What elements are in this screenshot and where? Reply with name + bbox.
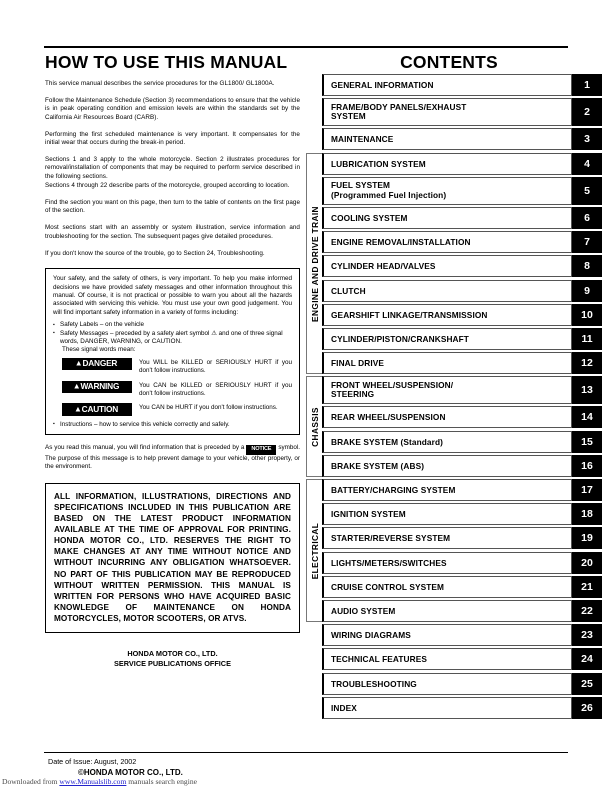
notice-badge: NOTICE xyxy=(246,445,276,455)
contents-table xyxy=(306,74,602,721)
contents-row-title xyxy=(322,431,572,453)
contents-row-title-lines xyxy=(331,181,446,200)
contents-section-number: 24 xyxy=(572,648,602,670)
contents-row[interactable] xyxy=(306,352,602,374)
contents-section-number: 8 xyxy=(572,255,602,277)
contents-row-title xyxy=(322,304,572,326)
contents-section-number: 10 xyxy=(572,304,602,326)
contents-group-label: ELECTRICAL xyxy=(309,522,320,579)
contents-section-number: 6 xyxy=(572,207,602,229)
contents-row-title xyxy=(322,673,572,695)
legal-disclaimer-box xyxy=(45,483,300,633)
safety-bullet-messages: ▪ Safety Messages – preceded by a safety alert symbol ⚠ and one of three signal words, DANGER, WARNING, or CAUTION. xyxy=(53,330,292,347)
contents-row-title xyxy=(322,697,572,719)
contents-row-title-line1: INDEX xyxy=(331,702,357,713)
contents-row[interactable] xyxy=(306,527,602,549)
warning-badge-label: WARNING xyxy=(80,381,120,392)
safety-intro-text: Your safety, and the safety of others, is very important. To help you make informed decisions we have provided safety messages and other information throughout this manual. Of course, it is not practical or possible to warn you about all the hazards associated with servicing this vehicle. You must use your own good judgement. You will find important safety information in a variety of forms including: xyxy=(53,275,292,316)
contents-row[interactable] xyxy=(306,697,602,719)
contents-row-title-line1: LIGHTS/METERS/SWITCHES xyxy=(331,557,447,568)
contents-row[interactable] xyxy=(306,648,602,670)
contents-section-number: 7 xyxy=(572,231,602,253)
contents-section-number: 1 xyxy=(572,74,602,96)
publisher-company: HONDA MOTOR CO., LTD. xyxy=(127,648,218,658)
header-rule xyxy=(44,46,568,48)
contents-group-bracket xyxy=(306,479,322,622)
warning-badge xyxy=(62,381,132,393)
contents-row[interactable] xyxy=(306,328,602,350)
contents-section-number: 9 xyxy=(572,280,602,302)
contents-section-number: 18 xyxy=(572,503,602,525)
signal-row-danger xyxy=(62,358,292,376)
publisher-signoff xyxy=(45,649,300,668)
contents-row-title-line1: GENERAL INFORMATION xyxy=(331,80,434,90)
contents-row-title xyxy=(322,527,572,549)
contents-row[interactable] xyxy=(306,455,602,477)
contents-section-number: 4 xyxy=(572,153,602,175)
intro-paragraph-3: Performing the first scheduled maintenance is very important. It compensates for the initial wear that occurs during the break-in period. xyxy=(45,130,300,147)
intro-paragraph-8: If you don't know the source of the trouble, go to Section 24, Troubleshooting. xyxy=(45,249,265,257)
intro-paragraph-5: Sections 4 through 22 describe parts of the motorcycle, grouped according to location. xyxy=(45,182,290,190)
copyright-notice: ©HONDA MOTOR CO., LTD. xyxy=(78,768,183,777)
intro-paragraph-6: Find the section you want on this page, then turn to the table of contents on the first page of the section. xyxy=(45,199,300,215)
intro-paragraph-4: Sections 1 and 3 apply to the whole motorcycle. Section 2 illustrates procedures for removal/installation of components that may be required to perform service described in the following sections. xyxy=(45,155,300,180)
contents-row-title xyxy=(322,576,572,598)
contents-row[interactable] xyxy=(306,98,602,126)
contents-group-spacer xyxy=(306,673,322,695)
contents-row[interactable] xyxy=(306,503,602,525)
contents-row-title-line1: FUEL SYSTEM xyxy=(331,180,391,191)
watermark-suffix: manuals search engine xyxy=(126,777,198,786)
contents-row-title xyxy=(322,153,572,175)
safety-bullet-list xyxy=(53,321,292,346)
contents-section-number: 23 xyxy=(572,624,602,646)
caution-description: You CAN be HURT if you don't follow instructions. xyxy=(139,404,278,412)
contents-row-title-lines xyxy=(331,381,453,400)
safety-information-box xyxy=(45,268,300,435)
contents-row-title xyxy=(322,376,572,404)
contents-row[interactable] xyxy=(306,576,602,598)
contents-section-number: 25 xyxy=(572,673,602,695)
safety-bullet-list-2 xyxy=(53,421,292,429)
contents-row-title-line1: CYLINDER HEAD/VALVES xyxy=(331,261,436,272)
contents-row-title-line1: IGNITION SYSTEM xyxy=(331,509,406,520)
contents-row-title xyxy=(322,255,572,277)
contents-section-number: 2 xyxy=(572,98,602,126)
contents-group-spacer xyxy=(306,697,322,719)
intro-paragraph-1: This service manual describes the service procedures for the GL1800/ GL1800A. xyxy=(45,80,275,87)
contents-row-title xyxy=(322,552,572,574)
contents-row-title xyxy=(322,352,572,374)
alert-triangle-icon: ▲ xyxy=(73,404,82,414)
warning-description: You CAN be KILLED or SERIOUSLY HURT if you don't follow instructions. xyxy=(139,381,292,397)
contents-row-title xyxy=(322,455,572,477)
contents-group-bracket xyxy=(306,376,322,477)
contents-row-title-line2: STEERING xyxy=(331,389,375,400)
contents-row-title xyxy=(322,280,572,302)
contents-row[interactable] xyxy=(306,479,602,501)
contents-row-title-line2: (Programmed Fuel Injection) xyxy=(331,189,447,200)
contents-row-title xyxy=(322,128,572,150)
contents-row[interactable] xyxy=(306,177,602,205)
contents-row-title xyxy=(322,648,572,670)
contents-group-label: ENGINE AND DRIVE TRAIN xyxy=(309,205,320,322)
contents-group-spacer xyxy=(306,98,322,126)
contents-section-number: 14 xyxy=(572,406,602,428)
contents-group-label: CHASSIS xyxy=(309,406,320,447)
legal-disclaimer-text: ALL INFORMATION, ILLUSTRATIONS, DIRECTIONS AND SPECIFICATIONS INCLUDED IN THIS PUBLICATION ARE BASED ON THE LATEST PRODUCT INFORMATION AVAILABLE AT THE TIME OF APPROVAL FOR PRINTING. HONDA MOTOR CO., LTD. RESERVES THE RIGHT TO MAKE CHANGES AT ANY TIME WITHOUT NOTICE AND WITHOUT INCURRING ANY OBLIGATION WHATSOEVER. NO PART OF THIS PUBLICATION MAY BE REPRODUCED WITHOUT WRITTEN PERMISSION. THIS MANUAL IS WRITTEN FOR PERSONS WHO HAVE ACQUIRED BASIC KNOWLEDGE OF MAINTENANCE ON HONDA MOTORCYCLES, MOTOR SCOOTERS, OR ATVS. xyxy=(54,491,291,623)
contents-row[interactable] xyxy=(306,74,602,96)
contents-row-title-line1: WIRING DIAGRAMS xyxy=(331,630,411,641)
contents-row-title xyxy=(322,624,572,646)
page-title-left: HOW TO USE THIS MANUAL xyxy=(45,52,288,72)
contents-row[interactable] xyxy=(306,231,602,253)
contents-row[interactable] xyxy=(306,406,602,428)
contents-row-title-line1: FRONT WHEEL/SUSPENSION/ xyxy=(331,379,454,390)
safety-bullet-instructions: ▪ Instructions – how to service this vehicle correctly and safely. xyxy=(53,421,292,429)
contents-row[interactable] xyxy=(306,280,602,302)
contents-section-number: 17 xyxy=(572,479,602,501)
contents-row-title-line1: MAINTENANCE xyxy=(331,134,394,145)
contents-group-spacer xyxy=(306,128,322,150)
contents-row-title xyxy=(322,479,572,501)
contents-row[interactable] xyxy=(306,552,602,574)
danger-badge xyxy=(62,358,132,370)
contents-section-number: 26 xyxy=(572,697,602,719)
contents-row[interactable] xyxy=(306,128,602,150)
contents-row-title-line1: TECHNICAL FEATURES xyxy=(331,654,427,665)
contents-group-spacer xyxy=(306,624,322,646)
contents-row-title-line1: LUBRICATION SYSTEM xyxy=(331,158,426,169)
caution-badge-label: CAUTION xyxy=(81,403,119,414)
alert-triangle-icon: ▲ xyxy=(72,381,81,391)
contents-group-spacer xyxy=(306,648,322,670)
contents-row-title-line1: CLUTCH xyxy=(331,285,366,296)
contents-row[interactable] xyxy=(306,624,602,646)
contents-row-title-line1: CYLINDER/PISTON/CRANKSHAFT xyxy=(331,333,469,344)
footer-rule xyxy=(44,752,568,753)
contents-row-title xyxy=(322,207,572,229)
contents-section-number: 3 xyxy=(572,128,602,150)
contents-row[interactable] xyxy=(306,207,602,229)
contents-row-title-line1: BRAKE SYSTEM (Standard) xyxy=(331,436,444,447)
contents-row-title xyxy=(322,503,572,525)
contents-row-title-line2: SYSTEM xyxy=(331,111,366,122)
contents-section-number: 22 xyxy=(572,600,602,622)
contents-row-title-line1: BRAKE SYSTEM (ABS) xyxy=(331,460,425,471)
contents-row[interactable] xyxy=(306,431,602,453)
contents-row[interactable] xyxy=(306,304,602,326)
danger-badge-label: DANGER xyxy=(82,358,118,369)
contents-row-title-line1: CRUISE CONTROL SYSTEM xyxy=(331,581,445,592)
contents-row-title-line1: STARTER/REVERSE SYSTEM xyxy=(331,533,451,544)
contents-section-number: 5 xyxy=(572,177,602,205)
publisher-office: SERVICE PUBLICATIONS OFFICE xyxy=(114,658,231,668)
intro-paragraph-2: Follow the Maintenance Schedule (Section 3) recommendations to ensure that the vehicle is in peak operating condition and emission levels are within the standards set by the California Air Resources Board (CARB). xyxy=(45,96,300,121)
contents-group-spacer xyxy=(306,74,322,96)
contents-section-number: 13 xyxy=(572,376,602,404)
page-title-right: CONTENTS xyxy=(400,52,498,72)
contents-row-title xyxy=(322,177,572,205)
contents-section-number: 15 xyxy=(572,431,602,453)
notice-text-after: symbol. The purpose of this message is to help prevent damage to your vehicle, other property, or the environment. xyxy=(45,444,301,471)
alert-triangle-icon: ▲ xyxy=(74,359,83,369)
contents-row-title xyxy=(322,98,572,126)
manualslib-link[interactable]: www.Manualslib.com xyxy=(59,777,127,786)
intro-paragraph-7: Most sections start with an assembly or system illustration, service information and troubleshooting for the section. The subsequent pages give detailed procedures. xyxy=(45,224,300,240)
notice-paragraph xyxy=(45,444,300,472)
date-of-issue: Date of Issue: August, 2002 xyxy=(48,757,137,766)
contents-section-number: 21 xyxy=(572,576,602,598)
signal-row-warning xyxy=(62,381,292,399)
contents-row-title-line1: AUDIO SYSTEM xyxy=(331,605,396,616)
contents-section-number: 19 xyxy=(572,527,602,549)
contents-row-title-line1: GEARSHIFT LINKAGE/TRANSMISSION xyxy=(331,309,488,320)
contents-row-title-line1: REAR WHEEL/SUSPENSION xyxy=(331,412,446,423)
safety-bullet-labels: ▪ Safety Labels – on the vehicle xyxy=(53,321,292,329)
contents-row-title xyxy=(322,74,572,96)
contents-row[interactable] xyxy=(306,153,602,175)
watermark-prefix: Downloaded from xyxy=(2,777,60,786)
contents-section-number: 12 xyxy=(572,352,602,374)
signal-words-lead: These signal words mean: xyxy=(62,346,136,354)
contents-row-title-line1: TROUBLESHOOTING xyxy=(331,678,417,689)
contents-section-number: 20 xyxy=(572,552,602,574)
contents-row-title xyxy=(322,406,572,428)
notice-text-before: As you read this manual, you will find information that is preceded by a xyxy=(45,444,245,452)
contents-row-title-line1: ENGINE REMOVAL/INSTALLATION xyxy=(331,237,471,248)
caution-badge xyxy=(62,403,132,415)
contents-row-title-lines xyxy=(331,103,466,122)
contents-row[interactable] xyxy=(306,673,602,695)
contents-row[interactable] xyxy=(306,255,602,277)
contents-row-title-line1: FINAL DRIVE xyxy=(331,358,385,369)
left-column xyxy=(45,80,300,668)
contents-group-bracket xyxy=(306,153,322,374)
contents-row-title-line1: FRAME/BODY PANELS/EXHAUST xyxy=(331,101,467,112)
contents-row-title xyxy=(322,600,572,622)
contents-section-number: 11 xyxy=(572,328,602,350)
contents-row-title xyxy=(322,328,572,350)
contents-row-title-line1: BATTERY/CHARGING SYSTEM xyxy=(331,485,456,495)
contents-section-number: 16 xyxy=(572,455,602,477)
contents-row[interactable] xyxy=(306,376,602,404)
signal-row-caution xyxy=(62,403,292,415)
contents-row-title xyxy=(322,231,572,253)
danger-description: You WILL be KILLED or SERIOUSLY HURT if you don't follow instructions. xyxy=(139,358,292,375)
contents-row[interactable] xyxy=(306,600,602,622)
contents-row-title-line1: COOLING SYSTEM xyxy=(331,212,408,223)
download-watermark xyxy=(2,777,197,786)
